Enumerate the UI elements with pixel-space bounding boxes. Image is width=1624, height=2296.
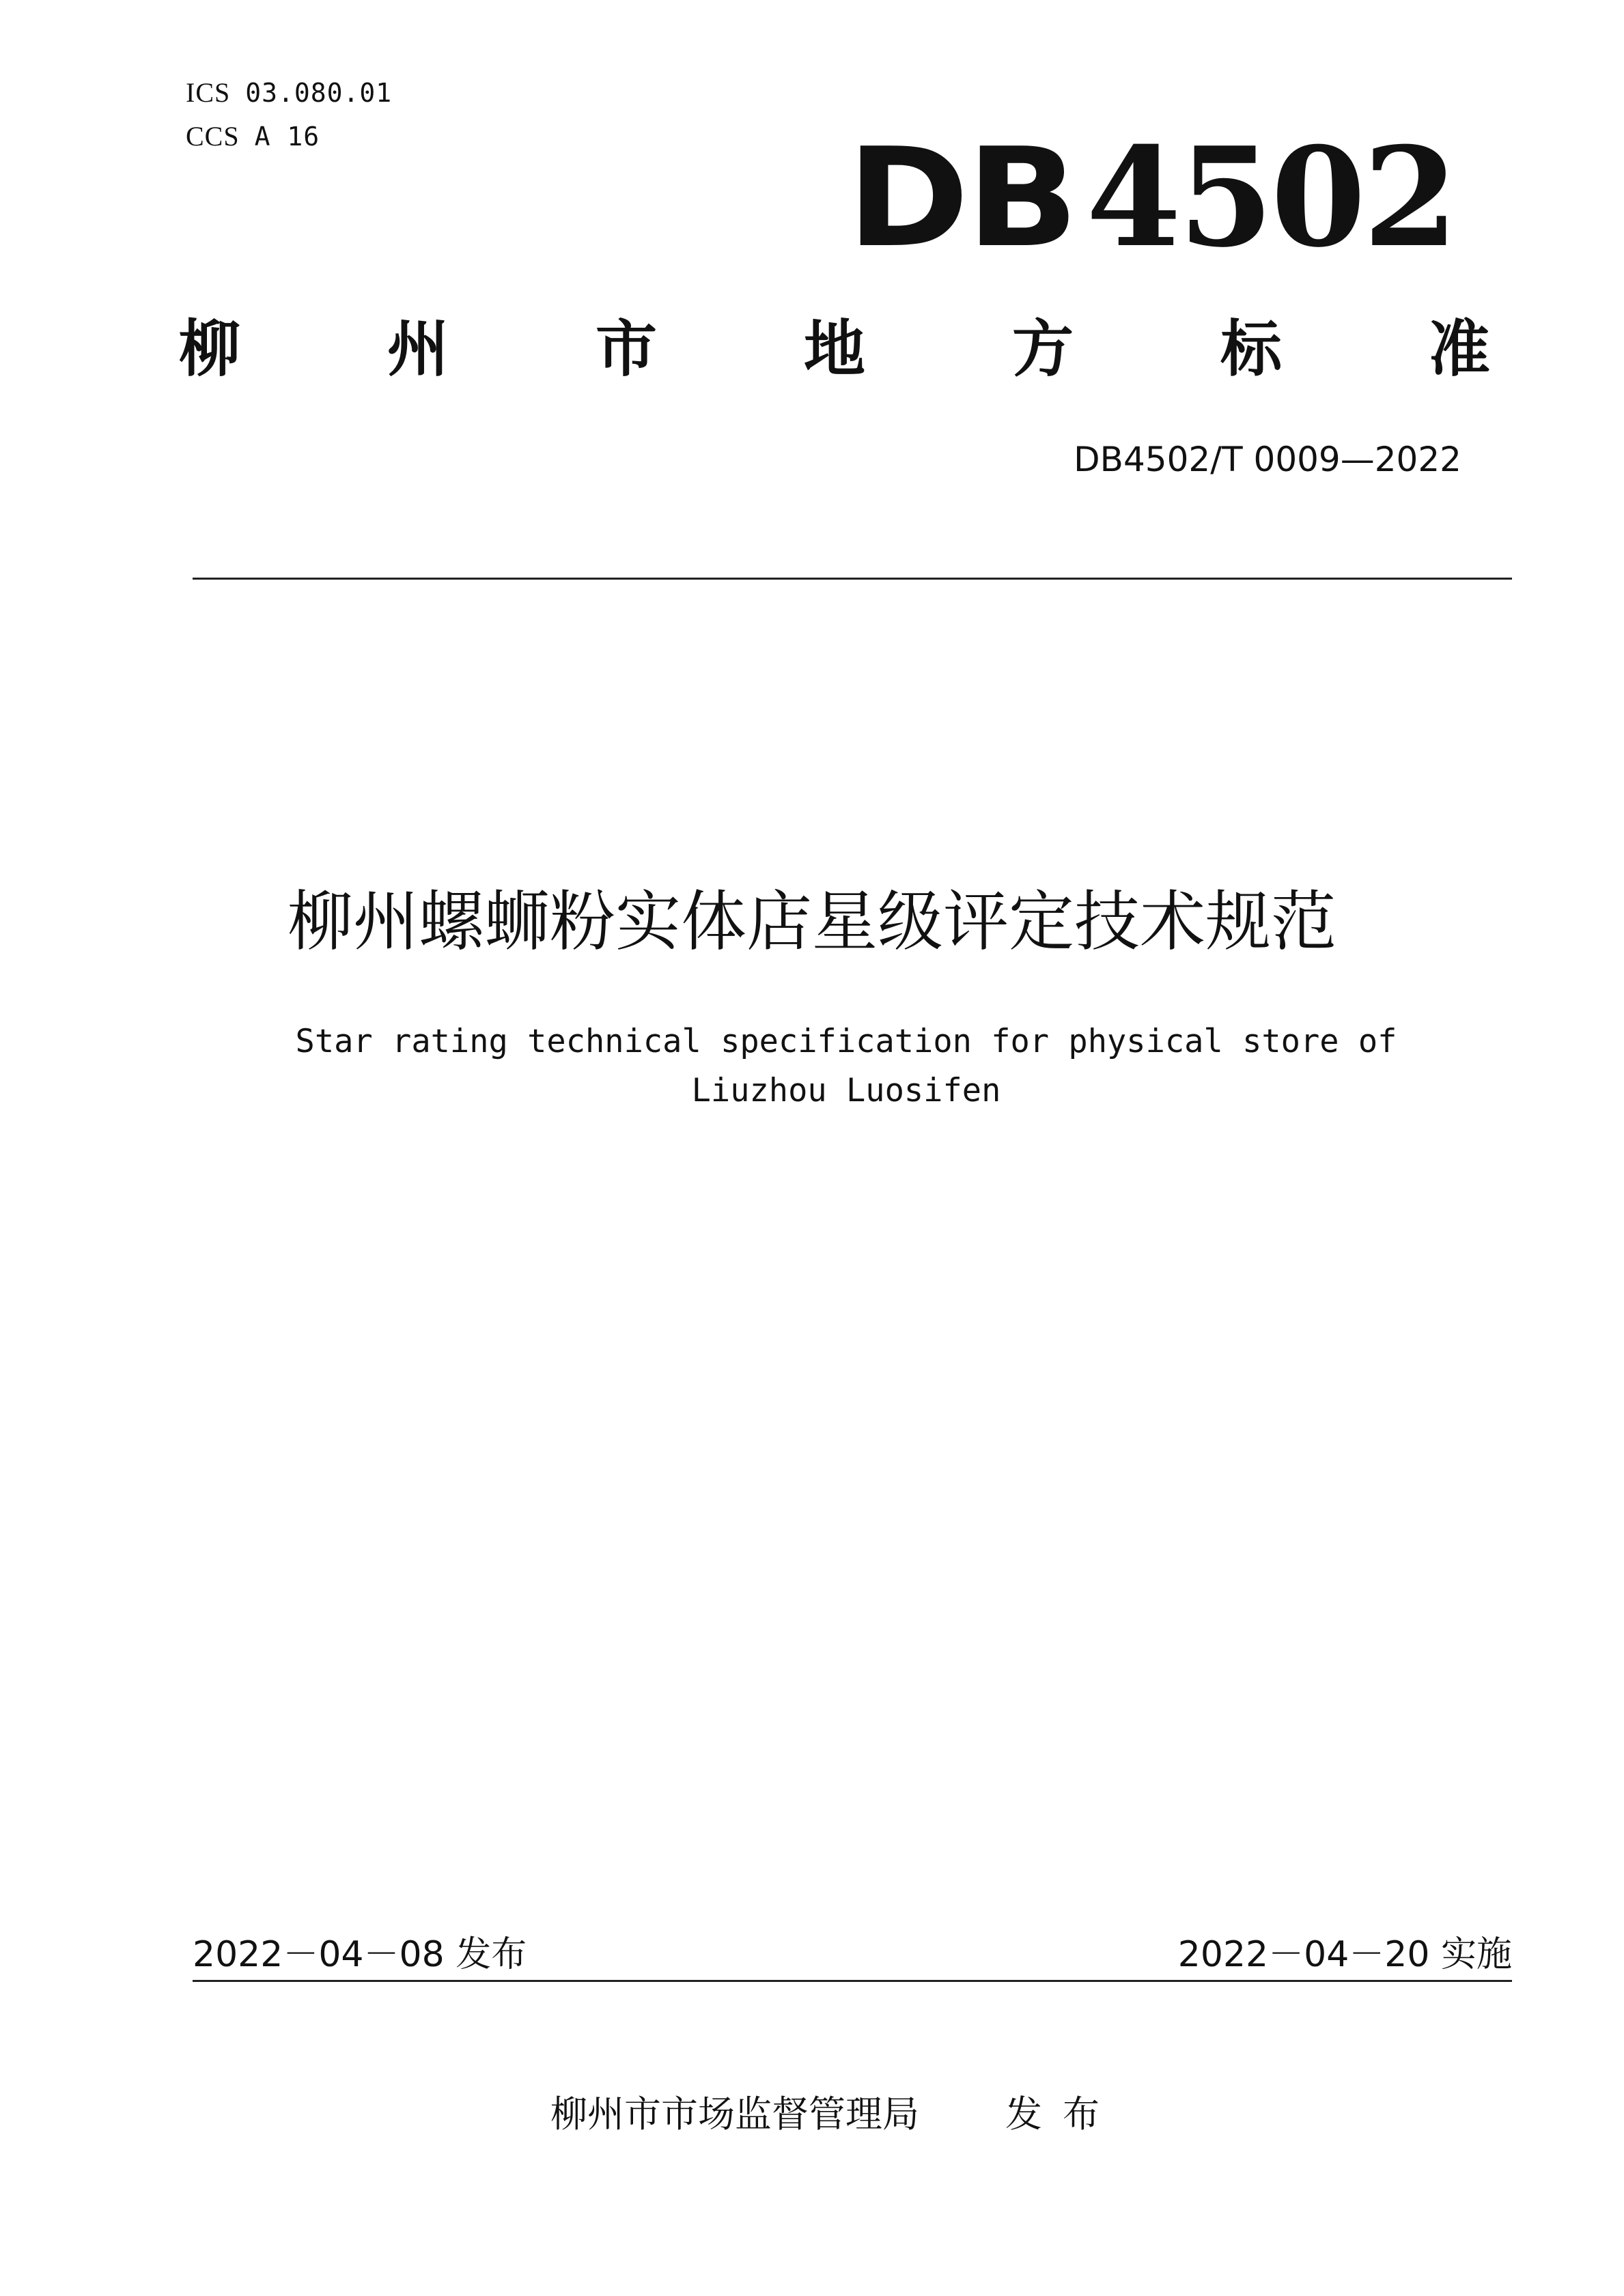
db-logo-prefix: DB (847, 119, 1076, 278)
standard-number: DB4502/T 0009—2022 (1074, 440, 1461, 479)
standard-type-char: 标 (1220, 313, 1282, 385)
title-english: Star rating technical specification for physical store of Liuzhou Luosifen (295, 1023, 1397, 1109)
standard-type-heading (179, 315, 1490, 384)
ccs-code: A 16 (254, 122, 320, 152)
ics-code: 03.080.01 (245, 78, 393, 108)
db-logo-number: 4502 (1086, 117, 1456, 278)
ccs-label: CCS (186, 121, 240, 152)
standard-type-char: 州 (387, 313, 449, 385)
standard-type-char: 准 (1429, 313, 1490, 385)
ics-label: ICS (186, 77, 231, 108)
effective-date: 2022－04－20 实施 (1177, 1934, 1512, 1975)
standard-type-char: 柳 (179, 313, 240, 385)
standard-type-char: 地 (804, 313, 865, 385)
issuing-authority: 柳州市市场监督管理局 (550, 2093, 919, 2136)
title-chinese: 柳州螺蛳粉实体店星级评定技术规范 (288, 883, 1336, 960)
ccs-classification (186, 120, 320, 152)
top-divider (193, 578, 1512, 580)
ics-classification (186, 76, 392, 109)
issuing-action: 发布 (1005, 2093, 1120, 2136)
bottom-divider (193, 1980, 1512, 1982)
standard-type-char: 市 (596, 313, 657, 385)
publish-date: 2022－04－08 发布 (193, 1934, 527, 1975)
db-standard-logo (847, 117, 1456, 278)
standard-type-char: 方 (1012, 313, 1074, 385)
